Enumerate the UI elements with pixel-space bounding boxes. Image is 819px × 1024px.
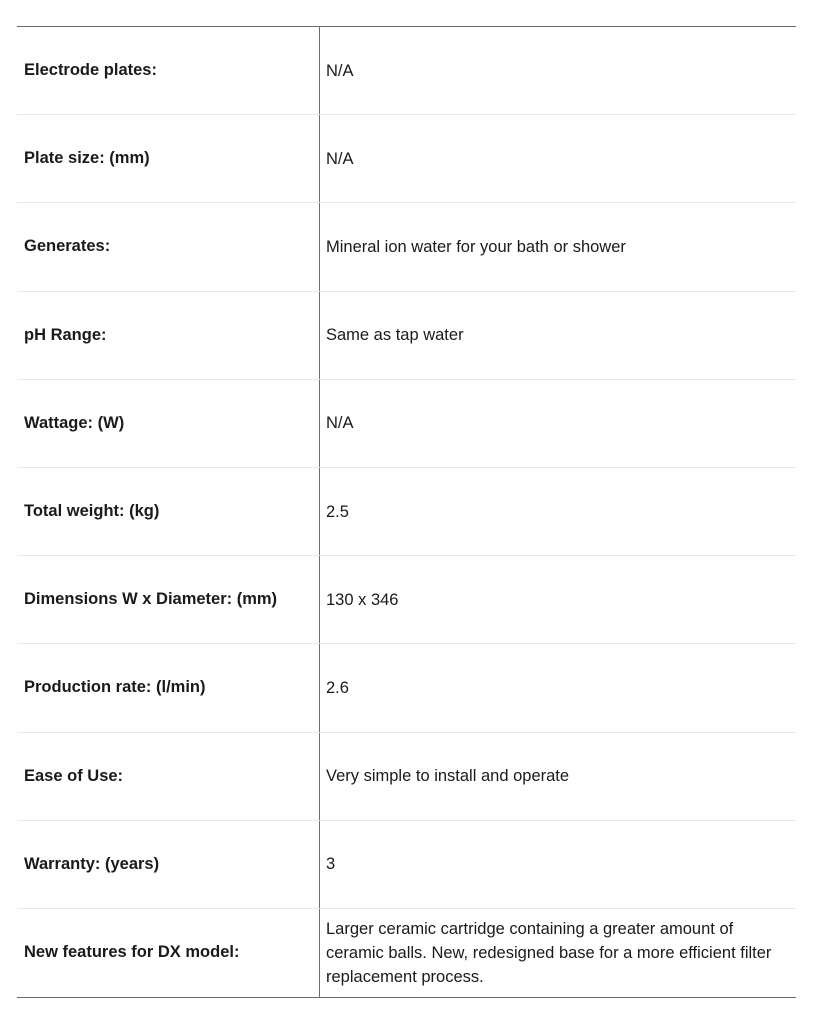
row-label: Plate size: (mm)	[17, 115, 320, 202]
row-value: 2.5	[326, 502, 349, 521]
row-value: Same as tap water	[326, 326, 464, 345]
row-value: 2.6	[326, 678, 349, 697]
spec-table	[17, 26, 796, 998]
row-value: Very simple to install and operate	[326, 767, 570, 786]
row-value: N/A	[326, 149, 354, 168]
row-value: Larger ceramic cartridge containing a greater amount of ceramic balls. New, redesigned base for a more efficient filter replacement process.	[326, 919, 772, 986]
table-row	[17, 203, 796, 291]
row-label: Dimensions W x Diameter: (mm)	[17, 556, 320, 643]
row-label: pH Range:	[17, 292, 320, 379]
table-row	[17, 909, 796, 997]
table-row	[17, 821, 796, 909]
row-label: Total weight: (kg)	[17, 468, 320, 555]
table-row	[17, 556, 796, 644]
row-value: Mineral ion water for your bath or shower	[326, 237, 626, 256]
row-label: Electrode plates:	[17, 27, 320, 114]
table-row	[17, 380, 796, 468]
table-row	[17, 733, 796, 821]
row-value: 3	[326, 855, 336, 874]
row-value: N/A	[326, 61, 354, 80]
table-row	[17, 468, 796, 556]
table-row	[17, 644, 796, 732]
row-value: N/A	[326, 414, 354, 433]
row-label: Production rate: (l/min)	[17, 644, 320, 731]
table-row	[17, 292, 796, 380]
row-label: Wattage: (W)	[17, 380, 320, 467]
row-label: Warranty: (years)	[17, 821, 320, 908]
row-label: New features for DX model:	[17, 909, 320, 997]
table-row	[17, 27, 796, 115]
row-label: Ease of Use:	[17, 733, 320, 820]
row-label: Generates:	[17, 203, 320, 290]
table-row	[17, 115, 796, 203]
row-value: 130 x 346	[326, 590, 399, 609]
